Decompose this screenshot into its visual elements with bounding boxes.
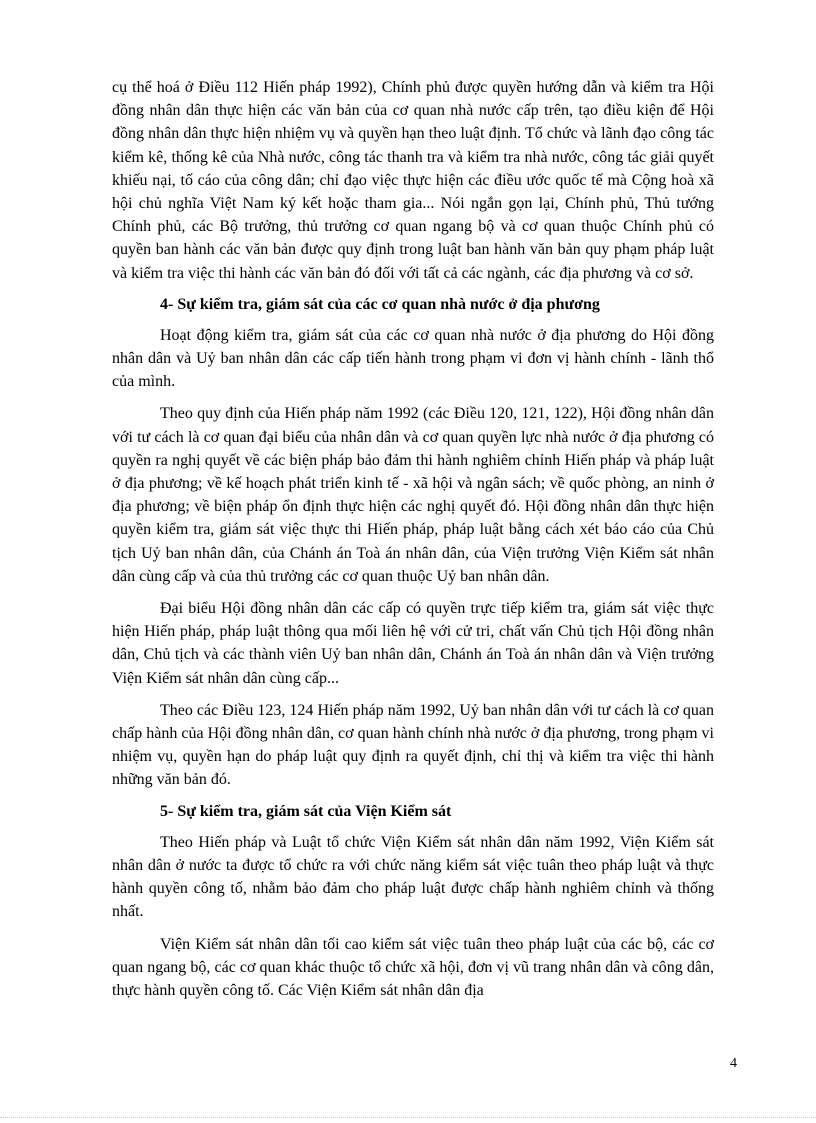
page-number: 4 (730, 1056, 737, 1071)
paragraph: Theo Hiến pháp và Luật tổ chức Viện Kiểm sát nhân dân năm 1992, Viện Kiểm sát nhân dân ở nước ta được tổ chức ra với chức năng kiểm sát việc tuân theo pháp luật và thực hành quyền công tố, nhằm bảo đảm cho pháp luật được chấp hành nghiêm chỉnh và thống nhất. (112, 833, 714, 921)
footer-divider (0, 1117, 816, 1118)
document-page (112, 76, 714, 1002)
paragraph: Theo các Điều 123, 124 Hiến pháp năm 1992, Uỷ ban nhân dân với tư cách là cơ quan chấp hành của Hội đồng nhân dân, cơ quan hành chính nhà nước ở địa phương, trong phạm vi nhiệm vụ, quyền hạn do pháp luật quy định ra quyết định, chỉ thị và kiểm tra việc thi hành những văn bản đó. (112, 701, 714, 789)
paragraph: Theo quy định của Hiến pháp năm 1992 (các Điều 120, 121, 122), Hội đồng nhân dân với tư cách là cơ quan đại biểu của nhân dân và cơ quan quyền lực nhà nước ở địa phương có quyền ra nghị quyết về các biện pháp bảo đảm thi hành nghiêm chỉnh Hiến pháp và pháp luật ở địa phương; về kế hoạch phát triển kinh tế - xã hội và ngân sách; về quốc phòng, an ninh ở địa phương; về biện pháp ổn định thực hiện các nghị quyết đó. Hội đồng nhân dân thực hiện quyền kiểm tra, giám sát việc thực thi Hiến pháp, pháp luật bằng cách xét báo cáo của Chủ tịch Uỷ ban nhân dân, của Chánh án Toà án nhân dân, của Viện trưởng Viện Kiểm sát nhân dân cùng cấp và của thủ trưởng các cơ quan thuộc Uỷ ban nhân dân. (112, 405, 714, 585)
paragraph: Viện Kiểm sát nhân dân tối cao kiểm sát việc tuân theo pháp luật của các bộ, các cơ quan ngang bộ, các cơ quan khác thuộc tổ chức xã hội, đơn vị vũ trang nhân dân và công dân, thực hành quyền công tố. Các Viện Kiểm sát nhân dân địa (112, 935, 714, 999)
paragraph-continued: cụ thể hoá ở Điều 112 Hiến pháp 1992), Chính phủ được quyền hướng dẫn và kiểm tra Hội đồng nhân dân thực hiện các văn bản của cơ quan nhà nước cấp trên, tạo điều kiện để Hội đồng nhân dân thực hiện nhiệm vụ và quyền hạn theo luật định. Tổ chức và lãnh đạo công tác kiểm kê, thống kê của Nhà nước, công tác thanh tra và kiểm tra nhà nước, công tác giải quyết khiếu nại, tố cáo của công dân; chỉ đạo việc thực hiện các điều ước quốc tế mà Cộng hoà xã hội chủ nghĩa Việt Nam ký kết hoặc tham gia... Nói ngắn gọn lại, Chính phủ, Thủ tướng Chính phủ, các Bộ trưởng, thủ trưởng cơ quan ngang bộ và cơ quan thuộc Chính phủ có quyền ban hành các văn bản được quy định trong luật ban hành văn bản quy phạm pháp luật và kiểm tra việc thi hành các văn bản đó đối với tất cả các ngành, các địa phương và cơ sở. (112, 79, 714, 282)
paragraph: Hoạt động kiểm tra, giám sát của các cơ quan nhà nước ở địa phương do Hội đồng nhân dân và Uỷ ban nhân dân các cấp tiến hành trong phạm vi đơn vị hành chính - lãnh thổ của mình. (112, 326, 714, 391)
section-heading-5: 5- Sự kiểm tra, giám sát của Viện Kiểm sát (160, 802, 452, 820)
paragraph: Đại biểu Hội đồng nhân dân các cấp có quyền trực tiếp kiểm tra, giám sát việc thực hiện Hiến pháp, pháp luật thông qua mối liên hệ với cử tri, chất vấn Chủ tịch Hội đồng nhân dân, Chủ tịch và các thành viên Uỷ ban nhân dân, Chánh án Toà án nhân dân và Viện trưởng Viện Kiểm sát nhân dân cùng cấp... (112, 600, 714, 687)
section-heading-4: 4- Sự kiểm tra, giám sát của các cơ quan nhà nước ở địa phương (160, 295, 600, 313)
